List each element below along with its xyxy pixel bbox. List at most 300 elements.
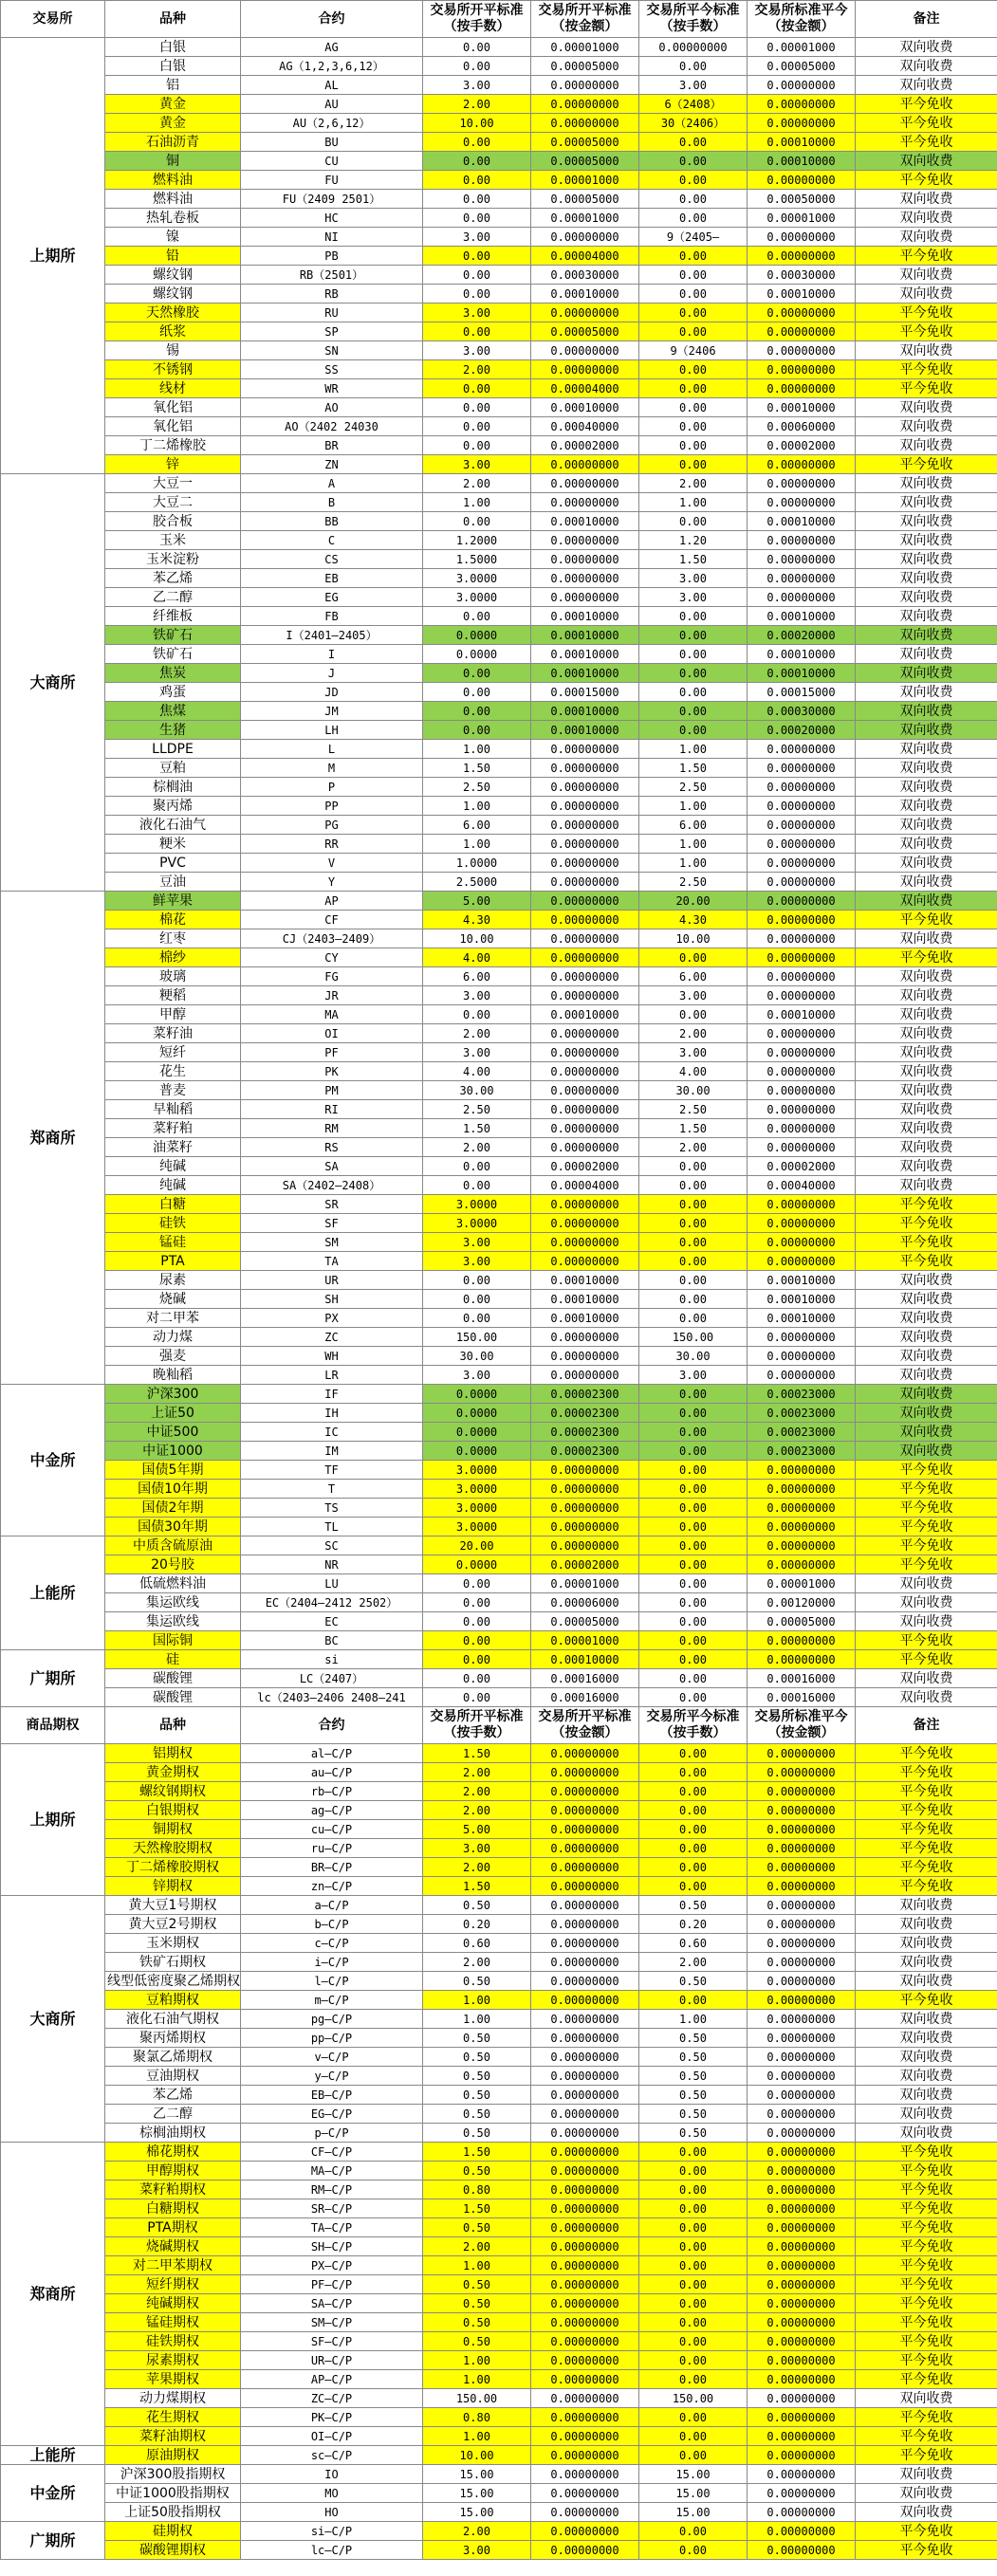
contract-code: EG—C/P [241, 2105, 423, 2124]
table-row [1, 1669, 997, 1688]
close-today-rate: 0.00000000 [748, 892, 856, 911]
fee-note: 双向收费 [856, 341, 997, 360]
product-name: 铝 [105, 76, 241, 95]
close-today-per-lot: 0.00 [639, 398, 748, 417]
contract-code: TL [241, 1518, 423, 1536]
contract-code: SC [241, 1536, 423, 1555]
fee-note: 双向收费 [856, 645, 997, 664]
close-today-rate: 0.00000000 [748, 948, 856, 967]
fee-note: 双向收费 [856, 835, 997, 854]
open-fee-rate: 0.00005000 [531, 152, 639, 171]
open-fee-rate: 0.00000000 [531, 2067, 639, 2086]
close-today-per-lot: 0.00 [639, 1233, 748, 1252]
close-today-per-lot: 0.50 [639, 1972, 748, 1991]
fee-note: 平今免收 [856, 1555, 997, 1574]
close-today-rate: 0.00000000 [748, 474, 856, 493]
table-row [1, 1839, 997, 1858]
open-fee-rate: 0.00000000 [531, 228, 639, 247]
open-fee-rate: 0.00002300 [531, 1423, 639, 1442]
contract-code: FB [241, 607, 423, 626]
open-fee-rate: 0.00000000 [531, 2162, 639, 2180]
close-today-rate: 0.00020000 [748, 626, 856, 645]
table-row [1, 1347, 997, 1366]
open-fee-per-lot: 0.00 [423, 1688, 531, 1707]
open-fee-per-lot: 3.0000 [423, 1499, 531, 1518]
close-today-rate: 0.00002000 [748, 436, 856, 455]
open-fee-per-lot: 3.0000 [423, 1461, 531, 1480]
table-row [1, 816, 997, 835]
close-today-rate: 0.00010000 [748, 1005, 856, 1024]
product-name: 聚丙烯 [105, 797, 241, 816]
close-today-per-lot: 0.00 [639, 702, 748, 721]
fee-note: 双向收费 [856, 228, 997, 247]
close-today-rate: 0.00000000 [748, 531, 856, 550]
product-name: 棕榈油 [105, 778, 241, 797]
open-fee-rate: 0.00000000 [531, 1347, 639, 1366]
close-today-per-lot: 0.00 [639, 2237, 748, 2256]
close-today-rate: 0.00000000 [748, 2294, 856, 2313]
close-today-rate: 0.00000000 [748, 1233, 856, 1252]
exchange-cell: 广期所 [1, 2522, 105, 2560]
close-today-rate: 0.00000000 [748, 2067, 856, 2086]
open-fee-per-lot: 0.50 [423, 2275, 531, 2294]
open-fee-per-lot: 0.80 [423, 2408, 531, 2427]
open-fee-rate: 0.00010000 [531, 664, 639, 683]
open-fee-per-lot: 0.00 [423, 1290, 531, 1309]
open-fee-per-lot: 0.00 [423, 190, 531, 209]
contract-code: SS [241, 360, 423, 379]
table-row [1, 379, 997, 398]
contract-code: BU [241, 133, 423, 152]
open-fee-per-lot: 0.0000 [423, 1423, 531, 1442]
table-row [1, 2522, 997, 2541]
contract-code: IH [241, 1404, 423, 1423]
table-row [1, 967, 997, 986]
close-today-per-lot: 0.00 [639, 721, 748, 740]
close-today-per-lot: 30（2406） [639, 114, 748, 133]
table-row [1, 1062, 997, 1081]
fee-note: 双向收费 [856, 531, 997, 550]
open-fee-per-lot: 0.00 [423, 664, 531, 683]
close-today-per-lot: 0.00 [639, 1688, 748, 1707]
open-fee-rate: 0.00000000 [531, 2370, 639, 2389]
open-fee-rate: 0.00010000 [531, 645, 639, 664]
close-today-rate: 0.00000000 [748, 2389, 856, 2408]
close-today-rate: 0.00000000 [748, 1972, 856, 1991]
product-name: 锌 [105, 455, 241, 474]
product-name: 纯碱 [105, 1157, 241, 1176]
open-fee-per-lot: 0.00 [423, 1631, 531, 1650]
product-name: 短纤期权 [105, 2275, 241, 2294]
close-today-per-lot: 2.00 [639, 1138, 748, 1157]
column-header: 备注 [856, 1707, 997, 1744]
product-name: 苯乙烯 [105, 2086, 241, 2105]
close-today-rate: 0.00050000 [748, 190, 856, 209]
open-fee-rate: 0.00000000 [531, 1100, 639, 1119]
product-name: 焦炭 [105, 664, 241, 683]
fee-note: 平今免收 [856, 1820, 997, 1839]
close-today-rate: 0.00000000 [748, 854, 856, 873]
open-fee-per-lot: 0.00 [423, 285, 531, 304]
open-fee-rate: 0.00000000 [531, 493, 639, 512]
table-row [1, 228, 997, 247]
open-fee-per-lot: 15.00 [423, 2465, 531, 2484]
close-today-per-lot: 0.00 [639, 607, 748, 626]
product-name: 菜籽油 [105, 1024, 241, 1043]
table-row [1, 1290, 997, 1309]
product-name: 热轧卷板 [105, 209, 241, 228]
column-header: 交易所开平标准（按手数） [423, 1, 531, 38]
contract-code: AO [241, 398, 423, 417]
fee-note: 双向收费 [856, 2124, 997, 2143]
fee-note: 平今免收 [856, 1499, 997, 1518]
fee-note: 双向收费 [856, 1176, 997, 1195]
table-row [1, 2086, 997, 2105]
open-fee-rate: 0.00010000 [531, 1650, 639, 1669]
table-row [1, 1423, 997, 1442]
table-row [1, 1593, 997, 1612]
open-fee-rate: 0.00010000 [531, 1271, 639, 1290]
open-fee-per-lot: 10.00 [423, 114, 531, 133]
open-fee-per-lot: 10.00 [423, 2446, 531, 2465]
open-fee-per-lot: 3.00 [423, 2541, 531, 2560]
close-today-rate: 0.00023000 [748, 1385, 856, 1404]
close-today-rate: 0.00000000 [748, 2408, 856, 2427]
open-fee-per-lot: 1.00 [423, 1991, 531, 2010]
table-row [1, 1934, 997, 1953]
table-row [1, 512, 997, 531]
open-fee-per-lot: 3.0000 [423, 1480, 531, 1499]
open-fee-per-lot: 1.00 [423, 2256, 531, 2275]
fee-note: 平今免收 [856, 455, 997, 474]
product-name: 石油沥青 [105, 133, 241, 152]
fee-note: 平今免收 [856, 1536, 997, 1555]
close-today-per-lot: 15.00 [639, 2465, 748, 2484]
close-today-rate: 0.00000000 [748, 114, 856, 133]
contract-code: rb—C/P [241, 1782, 423, 1801]
close-today-per-lot: 0.00 [639, 1858, 748, 1877]
open-fee-per-lot: 0.50 [423, 2048, 531, 2067]
table-row [1, 740, 997, 759]
close-today-per-lot: 0.00 [639, 1252, 748, 1271]
product-name: 丁二烯橡胶 [105, 436, 241, 455]
open-fee-rate: 0.00000000 [531, 1972, 639, 1991]
open-fee-rate: 0.00000000 [531, 892, 639, 911]
open-fee-per-lot: 2.00 [423, 95, 531, 114]
table-row [1, 531, 997, 550]
table-row [1, 152, 997, 171]
table-row [1, 2143, 997, 2162]
table-row [1, 2313, 997, 2332]
table-row [1, 2484, 997, 2503]
fee-table-body [1, 1, 997, 2560]
open-fee-rate: 0.00000000 [531, 588, 639, 607]
table-row [1, 2256, 997, 2275]
open-fee-rate: 0.00005000 [531, 190, 639, 209]
contract-code: EB [241, 569, 423, 588]
close-today-rate: 0.00000000 [748, 1100, 856, 1119]
close-today-per-lot: 0.00 [639, 2313, 748, 2332]
product-name: 铜 [105, 152, 241, 171]
close-today-per-lot: 0.50 [639, 2105, 748, 2124]
open-fee-per-lot: 5.00 [423, 1820, 531, 1839]
fee-note: 平今免收 [856, 2427, 997, 2446]
product-name: 菜籽油期权 [105, 2427, 241, 2446]
table-row [1, 683, 997, 702]
contract-code: ZC—C/P [241, 2389, 423, 2408]
fee-note: 平今免收 [856, 1744, 997, 1763]
fee-note: 平今免收 [856, 2180, 997, 2199]
product-name: 豆油 [105, 873, 241, 892]
open-fee-rate: 0.00010000 [531, 398, 639, 417]
product-name: 上证50股指期权 [105, 2503, 241, 2522]
product-name: 聚氯乙烯期权 [105, 2048, 241, 2067]
table-row [1, 1650, 997, 1669]
open-fee-rate: 0.00000000 [531, 1820, 639, 1839]
open-fee-rate: 0.00000000 [531, 1499, 639, 1518]
open-fee-rate: 0.00001000 [531, 1574, 639, 1593]
table-row [1, 436, 997, 455]
fee-note: 平今免收 [856, 360, 997, 379]
close-today-rate: 0.00010000 [748, 664, 856, 683]
close-today-per-lot: 0.00 [639, 2180, 748, 2199]
open-fee-rate: 0.00000000 [531, 1858, 639, 1877]
contract-code: TA—C/P [241, 2218, 423, 2237]
table-row [1, 1309, 997, 1328]
contract-code: P [241, 778, 423, 797]
fee-note: 双向收费 [856, 1612, 997, 1631]
table-row [1, 2124, 997, 2143]
open-fee-per-lot: 0.50 [423, 2162, 531, 2180]
close-today-per-lot: 0.00 [639, 1650, 748, 1669]
table-row [1, 2503, 997, 2522]
close-today-rate: 0.00000000 [748, 1480, 856, 1499]
close-today-per-lot: 1.00 [639, 835, 748, 854]
product-name: 豆油期权 [105, 2067, 241, 2086]
close-today-per-lot: 0.00 [639, 133, 748, 152]
open-fee-rate: 0.00001000 [531, 171, 639, 190]
fee-note: 平今免收 [856, 1214, 997, 1233]
fee-note: 平今免收 [856, 2218, 997, 2237]
open-fee-rate: 0.00010000 [531, 607, 639, 626]
fee-note: 平今免收 [856, 1877, 997, 1896]
table-row [1, 1877, 997, 1896]
close-today-rate: 0.00000000 [748, 2048, 856, 2067]
contract-code: AU（2,6,12） [241, 114, 423, 133]
open-fee-rate: 0.00000000 [531, 95, 639, 114]
close-today-rate: 0.00002000 [748, 1157, 856, 1176]
close-today-per-lot: 2.50 [639, 778, 748, 797]
table-row [1, 1612, 997, 1631]
contract-code: CS [241, 550, 423, 569]
table-row [1, 721, 997, 740]
close-today-per-lot: 0.00 [639, 2541, 748, 2560]
contract-code: SH—C/P [241, 2237, 423, 2256]
open-fee-per-lot: 0.00 [423, 683, 531, 702]
close-today-per-lot: 0.00 [639, 2294, 748, 2313]
close-today-rate: 0.00000000 [748, 759, 856, 778]
fee-note: 平今免收 [856, 2370, 997, 2389]
contract-code: PK [241, 1062, 423, 1081]
close-today-per-lot: 0.20 [639, 1915, 748, 1934]
contract-code: BC [241, 1631, 423, 1650]
product-name: 纸浆 [105, 322, 241, 341]
contract-code: al—C/P [241, 1744, 423, 1763]
product-name: 晚籼稻 [105, 1366, 241, 1385]
open-fee-per-lot: 15.00 [423, 2484, 531, 2503]
close-today-per-lot: 0.00 [639, 2408, 748, 2427]
open-fee-per-lot: 0.00 [423, 379, 531, 398]
close-today-rate: 0.00000000 [748, 911, 856, 929]
close-today-rate: 0.00000000 [748, 2446, 856, 2465]
close-today-per-lot: 1.00 [639, 797, 748, 816]
open-fee-rate: 0.00000000 [531, 2465, 639, 2484]
close-today-per-lot: 1.20 [639, 531, 748, 550]
close-today-per-lot: 0.50 [639, 2048, 748, 2067]
table-row [1, 1801, 997, 1820]
close-today-rate: 0.00000000 [748, 1896, 856, 1915]
table-row [1, 398, 997, 417]
close-today-rate: 0.00010000 [748, 285, 856, 304]
contract-code: SH [241, 1290, 423, 1309]
product-name: 油菜籽 [105, 1138, 241, 1157]
open-fee-rate: 0.00000000 [531, 2313, 639, 2332]
exchange-cell: 大商所 [1, 1896, 105, 2143]
close-today-per-lot: 3.00 [639, 1366, 748, 1385]
open-fee-per-lot: 30.00 [423, 1347, 531, 1366]
open-fee-per-lot: 0.0000 [423, 1404, 531, 1423]
open-fee-rate: 0.00000000 [531, 2522, 639, 2541]
close-today-per-lot: 0.50 [639, 2029, 748, 2048]
fee-note: 平今免收 [856, 1763, 997, 1782]
open-fee-rate: 0.00000000 [531, 1024, 639, 1043]
close-today-per-lot: 0.00 [639, 2143, 748, 2162]
product-name: 铜期权 [105, 1820, 241, 1839]
column-header: 交易所 [1, 1, 105, 38]
contract-code: AU [241, 95, 423, 114]
open-fee-per-lot: 5.00 [423, 892, 531, 911]
fee-note: 双向收费 [856, 740, 997, 759]
fee-note: 双向收费 [856, 57, 997, 76]
open-fee-rate: 0.00040000 [531, 417, 639, 436]
close-today-per-lot: 0.00 [639, 455, 748, 474]
open-fee-rate: 0.00000000 [531, 1915, 639, 1934]
contract-code: LC（2407） [241, 1669, 423, 1688]
contract-code: AP [241, 892, 423, 911]
open-fee-rate: 0.00000000 [531, 778, 639, 797]
open-fee-per-lot: 0.00 [423, 209, 531, 228]
contract-code: IC [241, 1423, 423, 1442]
exchange-cell: 郑商所 [1, 2143, 105, 2446]
close-today-rate: 0.00000000 [748, 797, 856, 816]
close-today-per-lot: 1.50 [639, 550, 748, 569]
open-fee-per-lot: 0.00 [423, 436, 531, 455]
close-today-per-lot: 0.00 [639, 1536, 748, 1555]
table-row [1, 1782, 997, 1801]
fee-note: 双向收费 [856, 285, 997, 304]
open-fee-rate: 0.00010000 [531, 1309, 639, 1328]
open-fee-rate: 0.00000000 [531, 2237, 639, 2256]
table-row [1, 1024, 997, 1043]
close-today-per-lot: 0.00 [639, 1157, 748, 1176]
fee-note: 双向收费 [856, 1290, 997, 1309]
open-fee-rate: 0.00000000 [531, 967, 639, 986]
close-today-per-lot: 0.00 [639, 1385, 748, 1404]
contract-code: LR [241, 1366, 423, 1385]
close-today-per-lot: 0.00 [639, 1574, 748, 1593]
close-today-per-lot: 0.50 [639, 2086, 748, 2105]
open-fee-rate: 0.00010000 [531, 1290, 639, 1309]
table-row [1, 1915, 997, 1934]
contract-code: b—C/P [241, 1915, 423, 1934]
close-today-per-lot: 0.00 [639, 436, 748, 455]
table-row [1, 2010, 997, 2029]
open-fee-rate: 0.00000000 [531, 873, 639, 892]
open-fee-rate: 0.00000000 [531, 1839, 639, 1858]
contract-code: IF [241, 1385, 423, 1404]
close-today-rate: 0.00010000 [748, 133, 856, 152]
table-row [1, 2541, 997, 2560]
contract-code: BR [241, 436, 423, 455]
close-today-per-lot: 1.00 [639, 2010, 748, 2029]
product-name: 胶合板 [105, 512, 241, 531]
table-row [1, 171, 997, 190]
table-row [1, 322, 997, 341]
close-today-per-lot: 0.00 [639, 2351, 748, 2370]
close-today-per-lot: 0.00 [639, 2446, 748, 2465]
contract-code: HO [241, 2503, 423, 2522]
product-name: 线材 [105, 379, 241, 398]
open-fee-per-lot: 3.00 [423, 341, 531, 360]
contract-code: au—C/P [241, 1763, 423, 1782]
table-row [1, 2048, 997, 2067]
open-fee-per-lot: 6.00 [423, 967, 531, 986]
open-fee-rate: 0.00000000 [531, 740, 639, 759]
open-fee-rate: 0.00002000 [531, 1555, 639, 1574]
close-today-per-lot: 0.50 [639, 2124, 748, 2143]
fee-note: 平今免收 [856, 1650, 997, 1669]
table-row [1, 2199, 997, 2218]
close-today-per-lot: 2.00 [639, 1024, 748, 1043]
contract-code: PX [241, 1309, 423, 1328]
open-fee-rate: 0.00000000 [531, 2275, 639, 2294]
close-today-per-lot: 3.00 [639, 569, 748, 588]
product-name: 黄金 [105, 114, 241, 133]
close-today-rate: 0.00000000 [748, 322, 856, 341]
product-name: 尿素期权 [105, 2351, 241, 2370]
contract-code: FG [241, 967, 423, 986]
product-name: 聚丙烯期权 [105, 2029, 241, 2048]
close-today-per-lot: 0.00 [639, 57, 748, 76]
open-fee-per-lot: 3.0000 [423, 1518, 531, 1536]
fee-note: 双向收费 [856, 1043, 997, 1062]
close-today-rate: 0.00000000 [748, 1328, 856, 1347]
fee-note: 双向收费 [856, 2086, 997, 2105]
product-name: 硅 [105, 1650, 241, 1669]
product-name: 碳酸锂 [105, 1688, 241, 1707]
open-fee-per-lot: 3.00 [423, 1233, 531, 1252]
contract-code: EC（2404—2412 2502） [241, 1593, 423, 1612]
table-row [1, 607, 997, 626]
table-row [1, 2180, 997, 2199]
product-name: 线型低密度聚乙烯期权 [105, 1972, 241, 1991]
open-fee-per-lot: 20.00 [423, 1536, 531, 1555]
contract-code: ag—C/P [241, 1801, 423, 1820]
fee-note: 双向收费 [856, 873, 997, 892]
table-row [1, 1972, 997, 1991]
close-today-rate: 0.00000000 [748, 2010, 856, 2029]
table-row [1, 2351, 997, 2370]
